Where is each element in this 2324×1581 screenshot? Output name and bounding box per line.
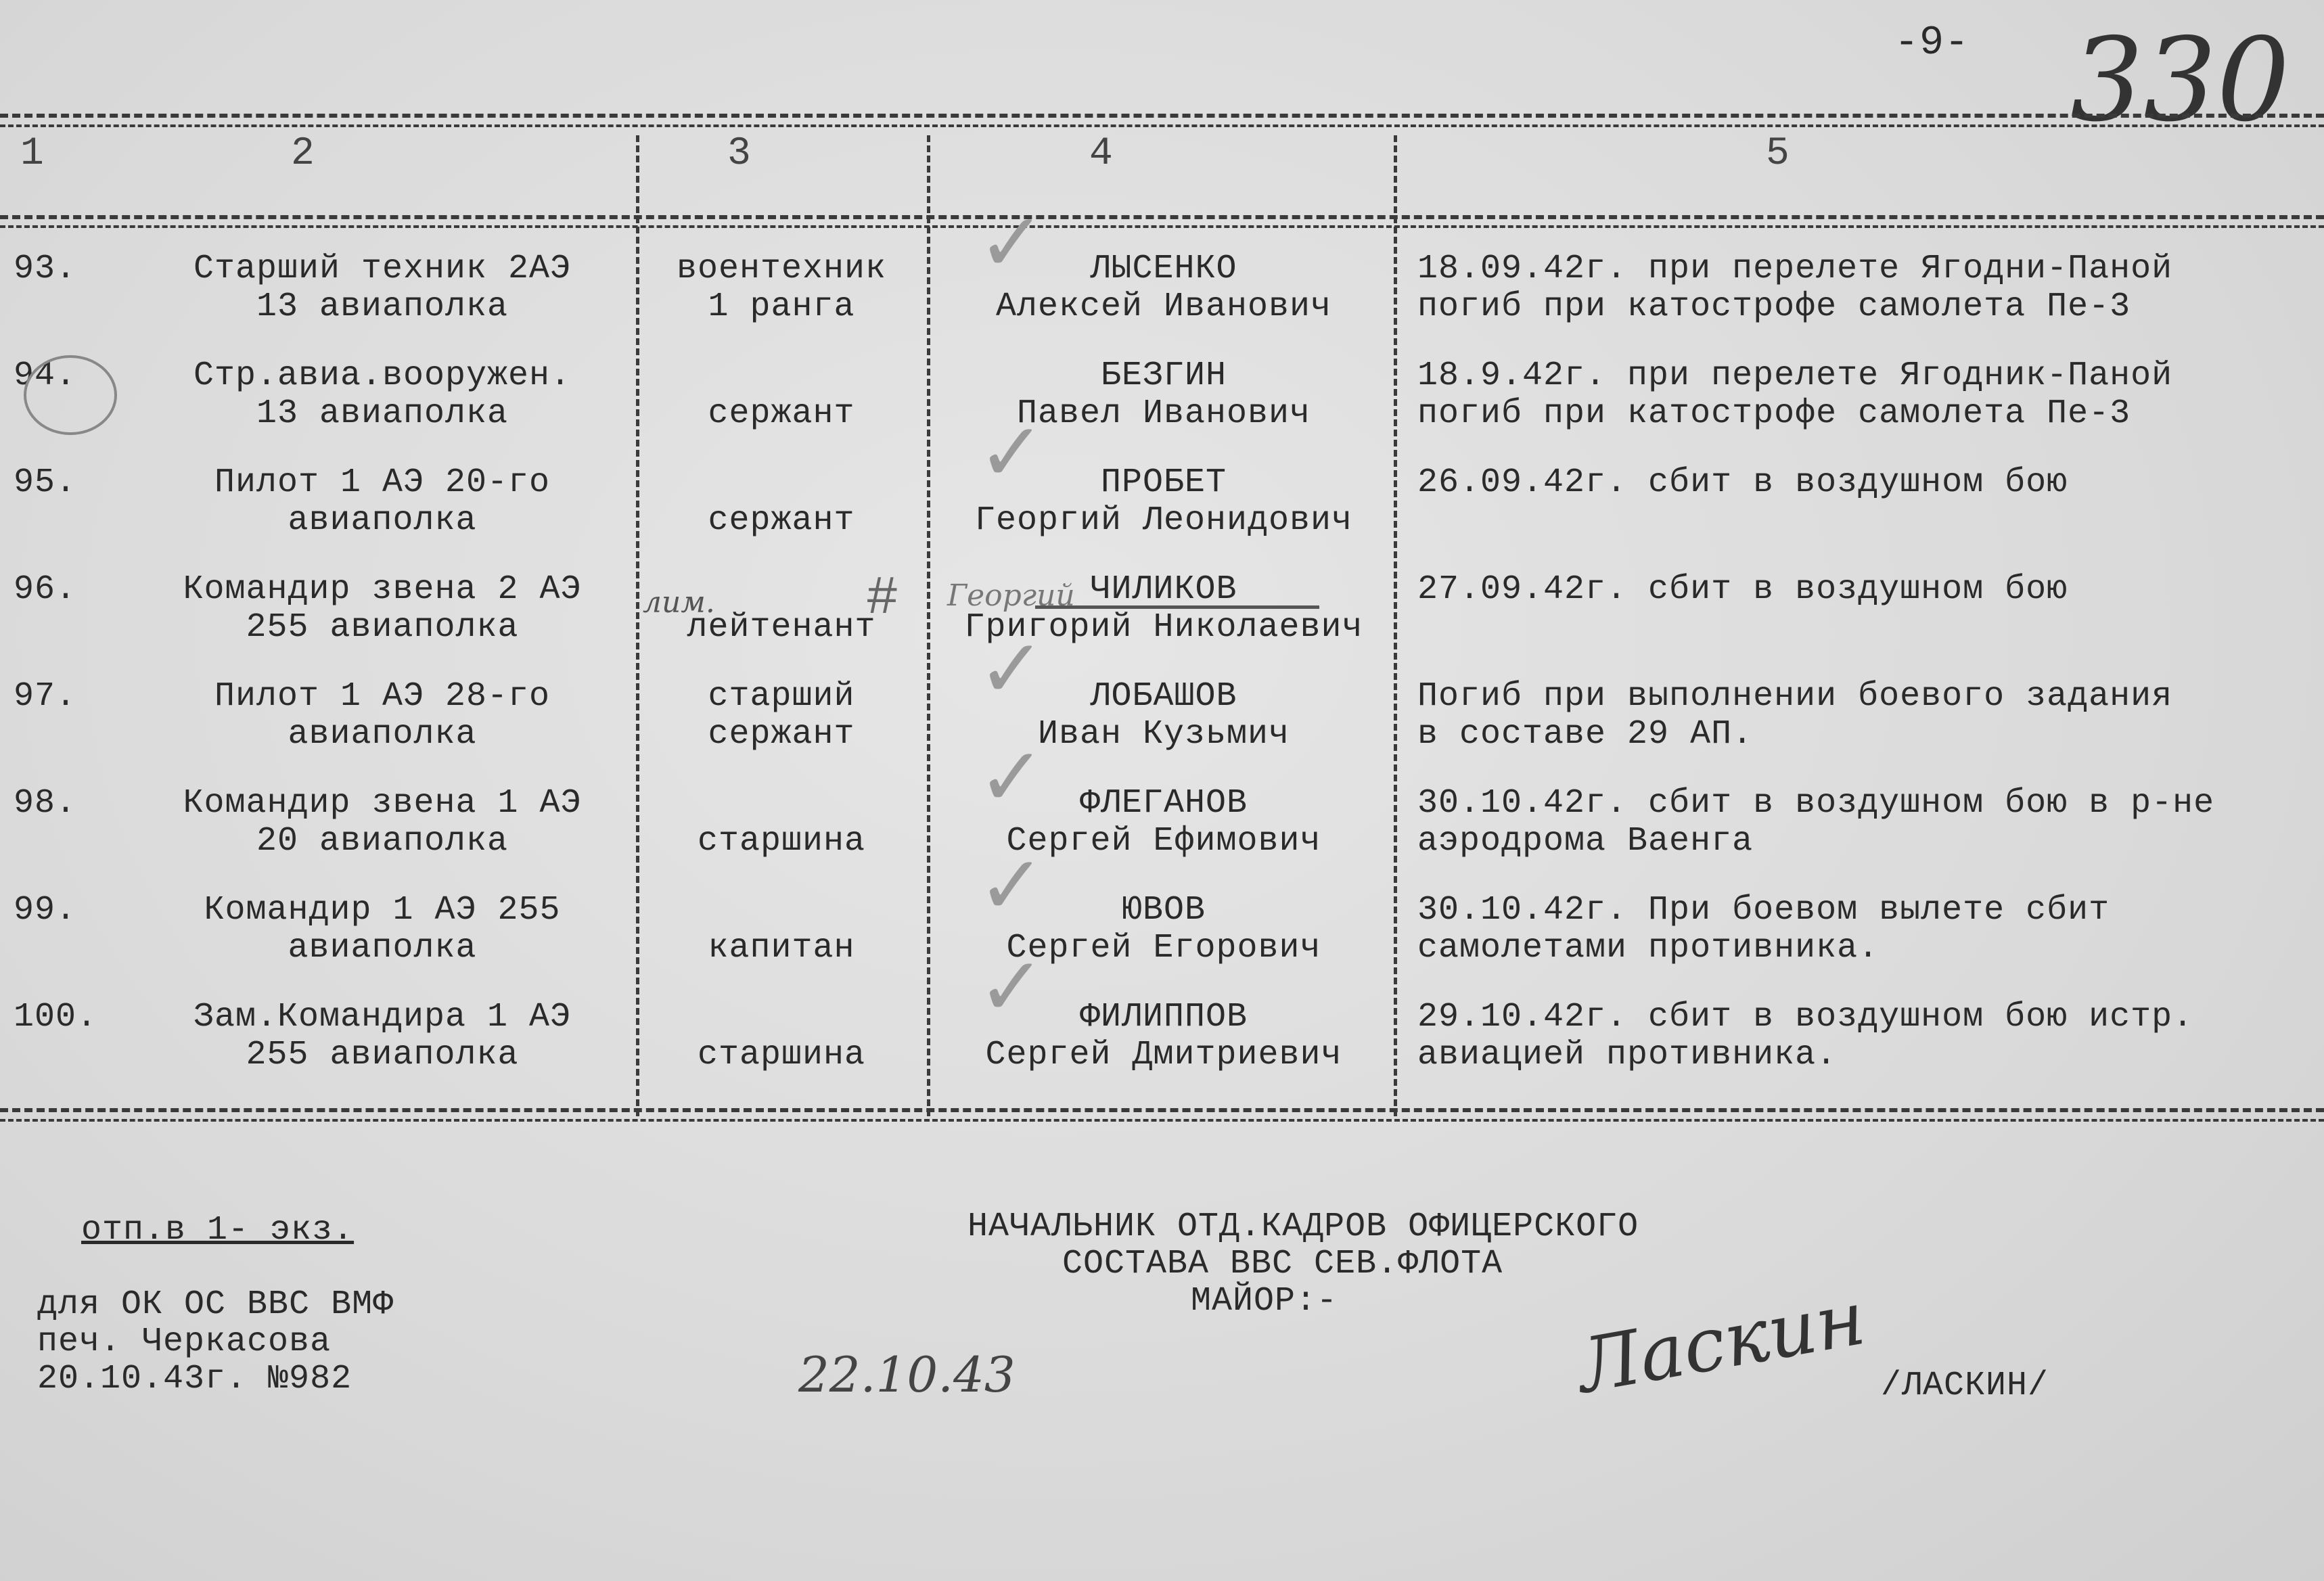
row-unit-line: Старший техник 2АЭ	[193, 250, 572, 288]
check-mark-icon: ✓	[978, 406, 1046, 500]
row-rank	[643, 892, 920, 967]
row-note-line: аэродрома Ваенга	[1417, 822, 1754, 861]
row-note	[1417, 678, 2317, 754]
row-unit	[135, 678, 629, 754]
table-top-rule-2	[0, 124, 2324, 127]
row-note	[1417, 357, 2317, 433]
check-mark-icon: ✓	[978, 940, 1046, 1034]
row-note-line: Погиб при выполнении боевого задания	[1417, 677, 2173, 716]
row-number	[14, 999, 149, 1036]
row-name-line: Сергей Егорович	[1006, 929, 1321, 967]
row-name-line: ЧИЛИКОВ	[1090, 570, 1237, 609]
row-number	[14, 464, 149, 502]
row-name-line: Сергей Ефимович	[1006, 822, 1321, 861]
handwritten-date: 22.10.43	[798, 1346, 1016, 1403]
row-rank	[643, 357, 920, 433]
row-note-line: 30.10.42г. При боевом вылете сбит	[1417, 891, 2110, 930]
row-rank-line	[643, 357, 920, 395]
row-rank-line	[643, 892, 920, 930]
row-name-line: БЕЗГИН	[1100, 357, 1227, 395]
row-note-line: авиацией противника.	[1417, 1036, 1838, 1074]
row-number-line: 98.	[14, 784, 77, 823]
row-name-line: Григорий Николаевич	[964, 608, 1363, 647]
destination-line-1: для ОК ОС ВВС ВМФ	[37, 1285, 394, 1324]
row-unit-line: 20 авиаполка	[256, 822, 509, 861]
row-rank-line: старшина	[697, 822, 866, 861]
row-rank-line: капитан	[708, 929, 855, 967]
header-col-2: 2	[291, 132, 315, 176]
row-name-line: ПРОБЕТ	[1100, 463, 1227, 502]
row-rank-line: старшина	[697, 1036, 866, 1074]
row-unit-line: 255 авиаполка	[246, 1036, 519, 1074]
row-number-line: 100.	[14, 998, 98, 1036]
row-rank-line: лейтенант	[687, 608, 876, 647]
row-rank-line	[643, 464, 920, 502]
row-unit	[135, 464, 629, 540]
row-unit-line: Пилот 1 АЭ 28-го	[214, 677, 551, 716]
row-name-line: Алексей Иванович	[995, 288, 1332, 326]
check-mark-icon: ✓	[978, 731, 1046, 825]
row-number	[14, 571, 149, 609]
row-name-line: ЛЫСЕНКО	[1090, 250, 1237, 288]
row-number	[14, 678, 149, 716]
row-unit	[135, 785, 629, 861]
strike-line	[1035, 605, 1319, 609]
row-number	[14, 250, 149, 288]
row-unit	[135, 357, 629, 433]
row-note	[1417, 464, 2317, 540]
row-rank-line: сержант	[708, 394, 855, 433]
handwritten-rank-note: лим.	[643, 585, 715, 620]
row-unit-line: 13 авиаполка	[256, 288, 509, 326]
row-note	[1417, 999, 2317, 1074]
row-name-line: Иван Кузьмич	[1037, 715, 1290, 754]
page-number: -9-	[1894, 20, 1970, 66]
row-rank	[643, 464, 920, 540]
row-name-line: Сергей Дмитриевич	[985, 1036, 1342, 1074]
header-bottom-rule	[0, 215, 2324, 219]
row-unit-line: 13 авиаполка	[256, 394, 509, 433]
header-col-4: 4	[1089, 132, 1113, 176]
row-unit-line: авиаполка	[288, 501, 477, 540]
row-note-line	[1417, 609, 2317, 647]
col-divider-3	[636, 135, 639, 1116]
row-unit-line: 255 авиаполка	[246, 608, 519, 647]
row-rank	[643, 250, 920, 326]
header-col-1: 1	[20, 132, 44, 176]
signature: Ласкин	[1571, 1274, 1871, 1411]
chief-title-line-3: МАЙОР:-	[1191, 1282, 1338, 1321]
check-mark-icon: ✓	[978, 196, 1046, 290]
row-unit-line: Командир 1 АЭ 255	[204, 891, 561, 930]
header-col-3: 3	[727, 132, 751, 176]
row-number-line: 94.	[14, 357, 77, 395]
row-name-line: ЛОБАШОВ	[1090, 677, 1237, 716]
row-number-line: 95.	[14, 463, 77, 502]
chief-title-line-1: НАЧАЛЬНИК ОТД.КАДРОВ ОФИЦЕРСКОГО	[967, 1208, 1639, 1246]
row-name-line: Павел Иванович	[1016, 394, 1311, 433]
table-bottom-rule-2	[0, 1119, 2324, 1122]
col-divider-5	[1394, 135, 1397, 1116]
header-col-5: 5	[1766, 132, 1790, 176]
row-name-line: Георгий Леонидович	[974, 501, 1353, 540]
row-unit	[135, 250, 629, 326]
row-note-line: 26.09.42г. сбит в воздушном бою	[1417, 463, 2068, 502]
row-rank-line: сержант	[708, 501, 855, 540]
copies-note: отп.в 1- экз.	[81, 1211, 355, 1250]
col-divider-4	[927, 135, 930, 1116]
row-number-line: 96.	[14, 570, 77, 609]
row-note-line: погиб при катострофе самолета Пе-3	[1417, 288, 2131, 326]
row-unit	[135, 892, 629, 967]
row-note	[1417, 571, 2317, 647]
row-unit	[135, 571, 629, 647]
row-unit-line: Стр.авиа.вооружен.	[193, 357, 572, 395]
row-rank-line: старший	[708, 677, 855, 716]
row-name-line: ФИЛИППОВ	[1079, 998, 1248, 1036]
row-note	[1417, 785, 2317, 861]
chief-title-line-2: СОСТАВА ВВС СЕВ.ФЛОТА	[1062, 1245, 1503, 1283]
row-rank	[643, 999, 920, 1074]
row-rank	[643, 785, 920, 861]
row-note	[1417, 250, 2317, 326]
table-bottom-rule	[0, 1108, 2324, 1112]
hash-mark: #	[866, 568, 899, 630]
table-top-rule	[0, 114, 2324, 118]
archive-number: 330	[2070, 14, 2290, 147]
row-note	[1417, 892, 2317, 967]
row-rank-line	[643, 999, 920, 1036]
row-rank-line: воентехник	[676, 250, 887, 288]
row-number-line: 99.	[14, 891, 77, 930]
row-unit-line: Командир звена 2 АЭ	[183, 570, 582, 609]
row-name-line: ЮВОВ	[1121, 891, 1206, 930]
destination-line-2: печ. Черкасова	[37, 1323, 332, 1361]
row-unit-line: Командир звена 1 АЭ	[183, 784, 582, 823]
row-rank-line: 1 ранга	[708, 288, 855, 326]
row-note-line: 29.10.42г. сбит в воздушном бою истр.	[1417, 998, 2194, 1036]
row-number-line: 97.	[14, 677, 77, 716]
row-note-line	[1417, 502, 2317, 540]
row-note-line: 30.10.42г. сбит в воздушном бою в р-не	[1417, 784, 2215, 823]
destination-line-3: 20.10.43г. №982	[37, 1360, 352, 1398]
number-circle-mark	[24, 355, 117, 435]
row-unit	[135, 999, 629, 1074]
row-number	[14, 892, 149, 930]
header-bottom-rule-2	[0, 225, 2324, 228]
row-number-line: 93.	[14, 250, 77, 288]
row-note-line: в составе 29 АП.	[1417, 715, 1754, 754]
check-mark-icon: ✓	[978, 622, 1046, 716]
row-rank-line: сержант	[708, 715, 855, 754]
row-note-line: погиб при катострофе самолета Пе-3	[1417, 394, 2131, 433]
row-unit-line: Пилот 1 АЭ 20-го	[214, 463, 551, 502]
row-note-line: 18.9.42г. при перелете Ягодник-Паной	[1417, 357, 2173, 395]
row-unit-line: авиаполка	[288, 715, 477, 754]
row-name-line: ФЛЕГАНОВ	[1079, 784, 1248, 823]
row-unit-line: Зам.Командира 1 АЭ	[193, 998, 572, 1036]
row-note-line: 18.09.42г. при перелете Ягодни-Паной	[1417, 250, 2173, 288]
row-rank	[643, 678, 920, 754]
check-mark-icon: ✓	[978, 839, 1046, 933]
row-note-line: самолетами противника.	[1417, 929, 1879, 967]
handwritten-name-note: Георгий	[947, 578, 1075, 613]
row-note-line: 27.09.42г. сбит в воздушном бою	[1417, 570, 2068, 609]
signer-name: /ЛАСКИН/	[1881, 1367, 2049, 1405]
row-unit-line: авиаполка	[288, 929, 477, 967]
row-number	[14, 785, 149, 823]
row-rank-line	[643, 785, 920, 823]
